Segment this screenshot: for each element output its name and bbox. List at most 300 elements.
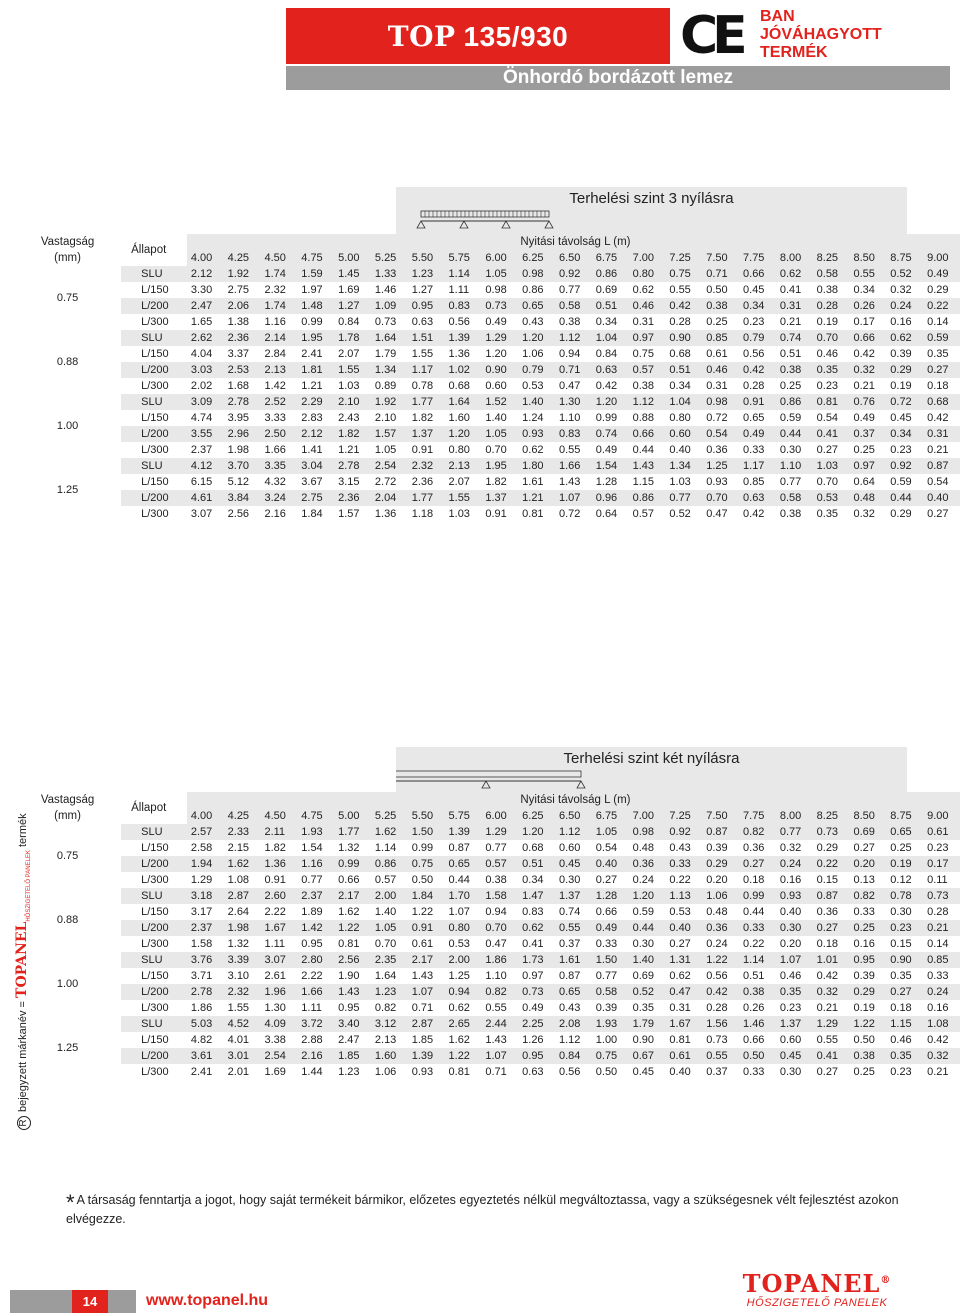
value-cell: 2.00 bbox=[445, 952, 482, 968]
state-cell: L/300 bbox=[121, 1000, 187, 1016]
table-row bbox=[10, 904, 960, 920]
value-cell: 0.41 bbox=[813, 1048, 850, 1064]
value-cell: 0.63 bbox=[739, 490, 776, 506]
value-cell: 0.62 bbox=[776, 266, 813, 282]
value-cell: 1.08 bbox=[224, 872, 261, 888]
value-cell: 2.06 bbox=[224, 298, 261, 314]
disclaimer: * A társaság fenntartja a jogot, hogy saját termékeit bármikor, előzetes egyeztetés nélkül megváltoztassa, vagy a szükségesnek vélt fejlesztést azokon elvégezze. bbox=[66, 1190, 899, 1226]
value-cell: 0.34 bbox=[739, 298, 776, 314]
value-cell: 0.70 bbox=[371, 936, 408, 952]
value-cell: 0.21 bbox=[923, 1064, 960, 1080]
value-cell: 1.85 bbox=[408, 1032, 445, 1048]
table-row bbox=[10, 856, 960, 872]
value-cell: 0.24 bbox=[629, 872, 666, 888]
value-cell: 1.37 bbox=[776, 1016, 813, 1032]
value-cell: 0.27 bbox=[923, 362, 960, 378]
value-cell: 1.43 bbox=[334, 984, 371, 1000]
value-cell: 1.93 bbox=[592, 1016, 629, 1032]
value-cell: 0.47 bbox=[555, 378, 592, 394]
value-cell: 0.49 bbox=[481, 314, 518, 330]
value-cell: 0.91 bbox=[481, 506, 518, 522]
value-cell: 1.05 bbox=[371, 920, 408, 936]
table-row bbox=[10, 442, 960, 458]
value-cell: 0.33 bbox=[739, 442, 776, 458]
value-cell: 0.53 bbox=[518, 378, 555, 394]
state-cell: L/300 bbox=[121, 442, 187, 458]
value-cell: 0.58 bbox=[555, 298, 592, 314]
table-row bbox=[10, 1064, 960, 1080]
value-cell: 1.11 bbox=[445, 282, 482, 298]
value-cell: 1.18 bbox=[408, 506, 445, 522]
value-cell: 0.28 bbox=[702, 1000, 739, 1016]
value-cell: 0.69 bbox=[629, 968, 666, 984]
value-cell: 0.22 bbox=[923, 298, 960, 314]
span-value: 6.50 bbox=[555, 808, 592, 824]
table2 bbox=[10, 792, 960, 1080]
value-cell: 0.75 bbox=[629, 346, 666, 362]
value-cell: 0.99 bbox=[408, 840, 445, 856]
value-cell: 0.45 bbox=[739, 282, 776, 298]
value-cell: 3.12 bbox=[371, 1016, 408, 1032]
value-cell: 0.87 bbox=[813, 888, 850, 904]
value-cell: 4.09 bbox=[260, 1016, 297, 1032]
state-cell: L/200 bbox=[121, 920, 187, 936]
value-cell: 1.38 bbox=[224, 314, 261, 330]
value-cell: 2.12 bbox=[297, 426, 334, 442]
value-cell: 2.07 bbox=[445, 474, 482, 490]
value-cell: 0.21 bbox=[923, 920, 960, 936]
value-cell: 0.98 bbox=[629, 824, 666, 840]
value-cell: 0.58 bbox=[776, 490, 813, 506]
value-cell: 0.65 bbox=[445, 856, 482, 872]
value-cell: 1.11 bbox=[297, 1000, 334, 1016]
value-cell: 0.23 bbox=[776, 1000, 813, 1016]
value-cell: 0.37 bbox=[702, 1064, 739, 1080]
table-row bbox=[10, 872, 960, 888]
value-cell: 0.49 bbox=[739, 426, 776, 442]
value-cell: 0.81 bbox=[445, 1064, 482, 1080]
span-value: 5.75 bbox=[445, 250, 482, 266]
value-cell: 1.98 bbox=[224, 442, 261, 458]
value-cell: 1.08 bbox=[923, 1016, 960, 1032]
value-cell: 0.42 bbox=[739, 506, 776, 522]
value-cell: 1.07 bbox=[408, 984, 445, 1000]
thickness-cell: 0.88 bbox=[56, 914, 79, 926]
span-value: 7.50 bbox=[702, 250, 739, 266]
value-cell: 0.40 bbox=[592, 856, 629, 872]
span-value: 5.50 bbox=[408, 250, 445, 266]
value-cell: 0.25 bbox=[849, 1064, 886, 1080]
value-cell: 2.56 bbox=[334, 952, 371, 968]
value-cell: 3.70 bbox=[224, 458, 261, 474]
value-cell: 0.28 bbox=[923, 904, 960, 920]
span-value: 4.50 bbox=[260, 808, 297, 824]
value-cell: 0.22 bbox=[813, 856, 850, 872]
value-cell: 0.66 bbox=[334, 872, 371, 888]
value-cell: 0.40 bbox=[776, 904, 813, 920]
value-cell: 1.68 bbox=[224, 378, 261, 394]
value-cell: 1.64 bbox=[371, 968, 408, 984]
value-cell: 0.57 bbox=[629, 506, 666, 522]
value-cell: 0.61 bbox=[665, 1048, 702, 1064]
value-cell: 1.25 bbox=[445, 968, 482, 984]
value-cell: 0.97 bbox=[629, 330, 666, 346]
value-cell: 0.72 bbox=[555, 506, 592, 522]
span-value: 6.50 bbox=[555, 250, 592, 266]
span-value: 5.25 bbox=[371, 250, 408, 266]
value-cell: 1.52 bbox=[481, 394, 518, 410]
value-cell: 0.89 bbox=[371, 378, 408, 394]
value-cell: 1.16 bbox=[297, 856, 334, 872]
value-cell: 1.64 bbox=[371, 330, 408, 346]
value-cell: 2.43 bbox=[334, 410, 371, 426]
value-cell: 2.57 bbox=[187, 824, 224, 840]
value-cell: 2.47 bbox=[334, 1032, 371, 1048]
value-cell: 0.59 bbox=[886, 474, 923, 490]
value-cell: 0.45 bbox=[886, 410, 923, 426]
value-cell: 1.17 bbox=[739, 458, 776, 474]
value-cell: 0.99 bbox=[739, 888, 776, 904]
span-value: 4.00 bbox=[187, 250, 224, 266]
value-cell: 2.54 bbox=[371, 458, 408, 474]
value-cell: 0.50 bbox=[592, 1064, 629, 1080]
value-cell: 1.17 bbox=[408, 362, 445, 378]
value-cell: 0.62 bbox=[518, 920, 555, 936]
value-cell: 0.21 bbox=[923, 442, 960, 458]
value-cell: 0.27 bbox=[739, 856, 776, 872]
value-cell: 2.25 bbox=[518, 1016, 555, 1032]
value-cell: 0.58 bbox=[592, 984, 629, 1000]
value-cell: 0.13 bbox=[849, 872, 886, 888]
span-value: 5.00 bbox=[334, 250, 371, 266]
state-cell: L/200 bbox=[121, 1048, 187, 1064]
value-cell: 0.51 bbox=[518, 856, 555, 872]
value-cell: 0.61 bbox=[702, 346, 739, 362]
value-cell: 1.44 bbox=[297, 1064, 334, 1080]
value-cell: 2.56 bbox=[224, 506, 261, 522]
value-cell: 1.57 bbox=[334, 506, 371, 522]
value-cell: 0.59 bbox=[923, 330, 960, 346]
value-cell: 2.13 bbox=[371, 1032, 408, 1048]
value-cell: 2.78 bbox=[187, 984, 224, 1000]
value-cell: 2.61 bbox=[260, 968, 297, 984]
value-cell: 0.81 bbox=[813, 394, 850, 410]
value-cell: 0.72 bbox=[702, 410, 739, 426]
value-cell: 0.86 bbox=[518, 282, 555, 298]
thickness-cell: 1.00 bbox=[56, 978, 79, 990]
value-cell: 1.11 bbox=[260, 936, 297, 952]
value-cell: 0.47 bbox=[665, 984, 702, 1000]
value-cell: 0.62 bbox=[629, 282, 666, 298]
value-cell: 0.19 bbox=[886, 856, 923, 872]
span-value: 7.25 bbox=[665, 250, 702, 266]
value-cell: 0.70 bbox=[813, 474, 850, 490]
value-cell: 1.36 bbox=[260, 856, 297, 872]
value-cell: 0.41 bbox=[776, 282, 813, 298]
value-cell: 3.35 bbox=[260, 458, 297, 474]
value-cell: 1.03 bbox=[445, 506, 482, 522]
value-cell: 1.12 bbox=[555, 330, 592, 346]
value-cell: 0.55 bbox=[702, 1048, 739, 1064]
table-row bbox=[10, 362, 960, 378]
value-cell: 1.06 bbox=[371, 1064, 408, 1080]
value-cell: 0.35 bbox=[629, 1000, 666, 1016]
value-cell: 1.82 bbox=[260, 840, 297, 856]
value-cell: 1.90 bbox=[334, 968, 371, 984]
value-cell: 0.70 bbox=[481, 442, 518, 458]
table-row bbox=[10, 394, 960, 410]
value-cell: 3.39 bbox=[224, 952, 261, 968]
value-cell: 1.55 bbox=[224, 1000, 261, 1016]
value-cell: 0.95 bbox=[849, 952, 886, 968]
value-cell: 0.24 bbox=[702, 936, 739, 952]
value-cell: 0.65 bbox=[518, 298, 555, 314]
value-cell: 1.14 bbox=[445, 266, 482, 282]
value-cell: 0.42 bbox=[739, 362, 776, 378]
value-cell: 0.61 bbox=[408, 936, 445, 952]
value-cell: 0.42 bbox=[702, 984, 739, 1000]
span-value: 5.75 bbox=[445, 808, 482, 824]
col-state-header: Állapot bbox=[131, 802, 167, 814]
trademark-side-note: Rbejegyzett márkanév = TOPANELHŐSZIGETELŐ PANELEK termék bbox=[14, 813, 31, 1130]
value-cell: 0.65 bbox=[739, 410, 776, 426]
value-cell: 2.32 bbox=[260, 282, 297, 298]
value-cell: 0.35 bbox=[813, 506, 850, 522]
value-cell: 0.99 bbox=[297, 314, 334, 330]
value-cell: 1.62 bbox=[334, 904, 371, 920]
value-cell: 3.30 bbox=[187, 282, 224, 298]
value-cell: 2.47 bbox=[187, 298, 224, 314]
span-value: 5.25 bbox=[371, 808, 408, 824]
value-cell: 1.06 bbox=[518, 346, 555, 362]
value-cell: 0.35 bbox=[813, 362, 850, 378]
value-cell: 0.87 bbox=[702, 824, 739, 840]
value-cell: 1.97 bbox=[297, 282, 334, 298]
value-cell: 1.22 bbox=[408, 904, 445, 920]
value-cell: 1.85 bbox=[334, 1048, 371, 1064]
value-cell: 0.71 bbox=[408, 1000, 445, 1016]
value-cell: 0.29 bbox=[702, 856, 739, 872]
value-cell: 0.46 bbox=[702, 362, 739, 378]
state-cell: L/200 bbox=[121, 298, 187, 314]
span-value: 7.25 bbox=[665, 808, 702, 824]
topanel-logo: TOPANEL® HŐSZIGETELŐ PANELEK bbox=[742, 1269, 892, 1309]
value-cell: 0.27 bbox=[886, 984, 923, 1000]
value-cell: 1.58 bbox=[481, 888, 518, 904]
value-cell: 0.82 bbox=[849, 888, 886, 904]
value-cell: 0.57 bbox=[629, 362, 666, 378]
value-cell: 0.16 bbox=[886, 314, 923, 330]
value-cell: 0.85 bbox=[739, 474, 776, 490]
value-cell: 1.01 bbox=[813, 952, 850, 968]
span-value: 4.00 bbox=[187, 808, 224, 824]
value-cell: 2.15 bbox=[224, 840, 261, 856]
value-cell: 0.42 bbox=[813, 968, 850, 984]
value-cell: 1.55 bbox=[408, 346, 445, 362]
value-cell: 1.59 bbox=[297, 266, 334, 282]
value-cell: 2.10 bbox=[334, 394, 371, 410]
state-cell: L/200 bbox=[121, 984, 187, 1000]
value-cell: 3.61 bbox=[187, 1048, 224, 1064]
value-cell: 3.33 bbox=[260, 410, 297, 426]
value-cell: 3.55 bbox=[187, 426, 224, 442]
value-cell: 1.98 bbox=[224, 920, 261, 936]
span-value: 4.75 bbox=[297, 808, 334, 824]
value-cell: 0.44 bbox=[739, 904, 776, 920]
value-cell: 0.78 bbox=[886, 888, 923, 904]
value-cell: 0.24 bbox=[923, 984, 960, 1000]
value-cell: 0.98 bbox=[518, 266, 555, 282]
value-cell: 0.35 bbox=[886, 1048, 923, 1064]
value-cell: 0.33 bbox=[739, 920, 776, 936]
value-cell: 3.07 bbox=[260, 952, 297, 968]
value-cell: 0.75 bbox=[665, 266, 702, 282]
value-cell: 0.66 bbox=[849, 330, 886, 346]
value-cell: 2.35 bbox=[371, 952, 408, 968]
value-cell: 3.01 bbox=[224, 1048, 261, 1064]
state-cell: SLU bbox=[121, 888, 187, 904]
value-cell: 0.38 bbox=[481, 872, 518, 888]
value-cell: 2.88 bbox=[297, 1032, 334, 1048]
value-cell: 3.71 bbox=[187, 968, 224, 984]
value-cell: 4.04 bbox=[187, 346, 224, 362]
value-cell: 0.32 bbox=[849, 506, 886, 522]
table-row bbox=[10, 346, 960, 362]
value-cell: 1.70 bbox=[445, 888, 482, 904]
value-cell: 0.35 bbox=[923, 346, 960, 362]
value-cell: 2.11 bbox=[260, 824, 297, 840]
value-cell: 1.77 bbox=[408, 394, 445, 410]
value-cell: 0.45 bbox=[555, 856, 592, 872]
value-cell: 0.55 bbox=[555, 920, 592, 936]
table-row bbox=[10, 426, 960, 442]
value-cell: 0.24 bbox=[776, 856, 813, 872]
value-cell: 2.41 bbox=[297, 346, 334, 362]
value-cell: 2.84 bbox=[260, 346, 297, 362]
value-cell: 0.62 bbox=[518, 442, 555, 458]
value-cell: 0.44 bbox=[445, 872, 482, 888]
value-cell: 1.36 bbox=[445, 346, 482, 362]
value-cell: 1.07 bbox=[776, 952, 813, 968]
value-cell: 1.84 bbox=[297, 506, 334, 522]
value-cell: 0.38 bbox=[813, 282, 850, 298]
state-cell: L/150 bbox=[121, 346, 187, 362]
value-cell: 2.64 bbox=[224, 904, 261, 920]
value-cell: 1.82 bbox=[408, 410, 445, 426]
value-cell: 2.80 bbox=[297, 952, 334, 968]
value-cell: 1.73 bbox=[518, 952, 555, 968]
value-cell: 0.91 bbox=[739, 394, 776, 410]
value-cell: 1.28 bbox=[592, 888, 629, 904]
value-cell: 0.71 bbox=[702, 266, 739, 282]
span-value: 4.25 bbox=[224, 250, 261, 266]
value-cell: 2.14 bbox=[260, 330, 297, 346]
value-cell: 0.75 bbox=[592, 1048, 629, 1064]
value-cell: 0.54 bbox=[923, 474, 960, 490]
value-cell: 1.47 bbox=[518, 888, 555, 904]
span-value: 7.50 bbox=[702, 808, 739, 824]
value-cell: 0.69 bbox=[592, 282, 629, 298]
span-header: Nyitási távolság L (m) bbox=[187, 792, 960, 808]
value-cell: 0.92 bbox=[665, 824, 702, 840]
table-row bbox=[10, 1000, 960, 1016]
product-title-banner bbox=[286, 8, 670, 64]
value-cell: 0.33 bbox=[849, 904, 886, 920]
value-cell: 0.84 bbox=[555, 1048, 592, 1064]
col-mm-header: (mm) bbox=[54, 252, 81, 264]
value-cell: 0.31 bbox=[776, 298, 813, 314]
span-value: 5.00 bbox=[334, 808, 371, 824]
value-cell: 1.96 bbox=[260, 984, 297, 1000]
state-cell: SLU bbox=[121, 330, 187, 346]
state-cell: L/300 bbox=[121, 314, 187, 330]
value-cell: 0.20 bbox=[849, 856, 886, 872]
value-cell: 0.51 bbox=[665, 362, 702, 378]
value-cell: 1.51 bbox=[408, 330, 445, 346]
website-link[interactable]: www.topanel.hu bbox=[146, 1292, 269, 1309]
value-cell: 0.91 bbox=[260, 872, 297, 888]
value-cell: 1.89 bbox=[297, 904, 334, 920]
value-cell: 0.64 bbox=[592, 506, 629, 522]
value-cell: 0.36 bbox=[739, 840, 776, 856]
value-cell: 1.92 bbox=[224, 266, 261, 282]
value-cell: 1.05 bbox=[481, 426, 518, 442]
value-cell: 1.21 bbox=[518, 490, 555, 506]
state-cell: L/150 bbox=[121, 904, 187, 920]
value-cell: 0.77 bbox=[481, 840, 518, 856]
value-cell: 0.85 bbox=[923, 952, 960, 968]
value-cell: 0.55 bbox=[665, 282, 702, 298]
value-cell: 0.39 bbox=[886, 346, 923, 362]
value-cell: 0.71 bbox=[555, 362, 592, 378]
value-cell: 1.28 bbox=[592, 474, 629, 490]
value-cell: 0.88 bbox=[629, 410, 666, 426]
value-cell: 0.62 bbox=[886, 330, 923, 346]
state-cell: SLU bbox=[121, 824, 187, 840]
value-cell: 1.25 bbox=[702, 458, 739, 474]
table-row bbox=[10, 1032, 960, 1048]
value-cell: 1.15 bbox=[629, 474, 666, 490]
value-cell: 3.24 bbox=[260, 490, 297, 506]
value-cell: 2.16 bbox=[297, 1048, 334, 1064]
value-cell: 0.48 bbox=[849, 490, 886, 506]
value-cell: 1.93 bbox=[297, 824, 334, 840]
value-cell: 1.29 bbox=[481, 330, 518, 346]
value-cell: 0.36 bbox=[629, 856, 666, 872]
value-cell: 0.73 bbox=[813, 824, 850, 840]
value-cell: 0.56 bbox=[702, 968, 739, 984]
value-cell: 0.31 bbox=[923, 426, 960, 442]
value-cell: 0.49 bbox=[923, 266, 960, 282]
value-cell: 0.85 bbox=[702, 330, 739, 346]
value-cell: 2.10 bbox=[371, 410, 408, 426]
value-cell: 1.74 bbox=[260, 298, 297, 314]
state-cell: L/300 bbox=[121, 506, 187, 522]
state-cell: L/150 bbox=[121, 474, 187, 490]
value-cell: 0.25 bbox=[849, 920, 886, 936]
value-cell: 3.10 bbox=[224, 968, 261, 984]
value-cell: 0.73 bbox=[923, 888, 960, 904]
value-cell: 1.94 bbox=[187, 856, 224, 872]
value-cell: 2.60 bbox=[260, 888, 297, 904]
value-cell: 1.27 bbox=[334, 298, 371, 314]
value-cell: 1.34 bbox=[665, 458, 702, 474]
value-cell: 2.75 bbox=[297, 490, 334, 506]
value-cell: 1.21 bbox=[334, 442, 371, 458]
span-value: 7.75 bbox=[739, 250, 776, 266]
value-cell: 0.23 bbox=[886, 920, 923, 936]
value-cell: 0.29 bbox=[849, 984, 886, 1000]
